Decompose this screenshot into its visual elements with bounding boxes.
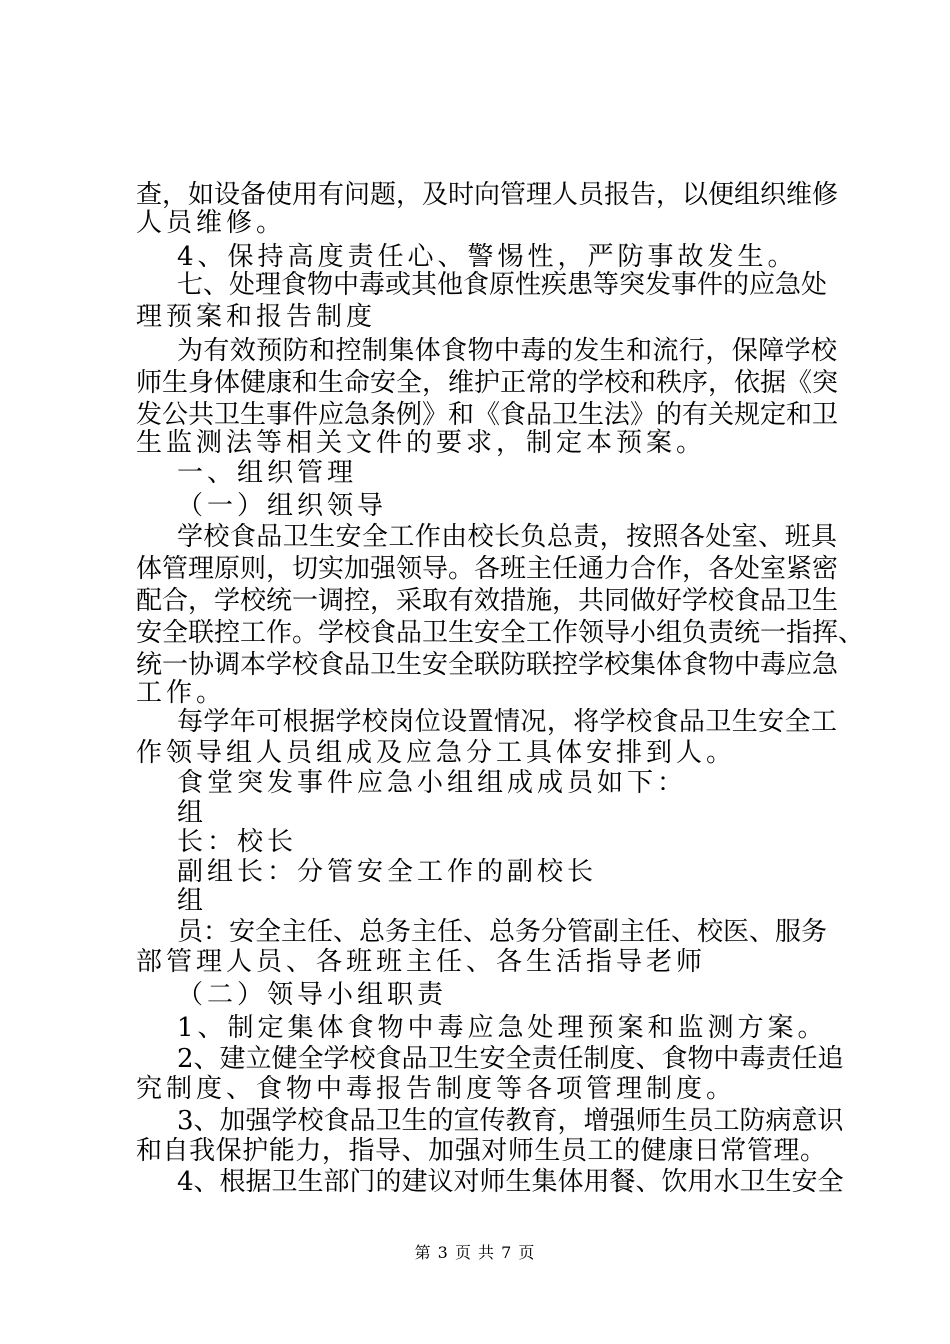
text-line: 究制度、食物中毒报告制度等各项管理制度。 — [136, 1074, 737, 1104]
text-line: 组 — [177, 886, 208, 916]
text-line: 每学年可根据学校岗位设置情况，将学校食品卫生安全工 — [177, 707, 838, 737]
text-line: 长：校长 — [177, 827, 298, 857]
text-line: 理预案和报告制度 — [136, 302, 377, 332]
text-line: 生监测法等相关文件的要求，制定本预案。 — [136, 428, 707, 458]
page-footer: 第 3 页 共 7 页 — [414, 1243, 536, 1262]
text-line: 作领导组人员组成及应急分工具体安排到人。 — [136, 738, 737, 768]
text-line: 员：安全主任、总务主任、总务分管副主任、校医、服务 — [177, 917, 828, 947]
text-line: 体管理原则，切实加强领导。各班主任通力合作，各处室紧密 — [136, 554, 839, 584]
text-line: 配合，学校统一调控，采取有效措施，共同做好学校食品卫生 — [136, 586, 839, 616]
text-line: 查，如设备使用有问题，及时向管理人员报告，以便组织维修 — [136, 180, 839, 210]
text-line: 安全联控工作。学校食品卫生安全工作领导小组负责统一指挥、 — [136, 618, 865, 648]
text-line: （一）组织领导 — [177, 491, 388, 521]
text-line: 一、组织管理 — [177, 458, 358, 488]
text-line: 副组长：分管安全工作的副校长 — [177, 857, 598, 887]
text-line: （二）领导小组职责 — [177, 980, 448, 1010]
text-line: 工作。 — [136, 678, 227, 708]
text-line: 食堂突发事件应急小组组成成员如下： — [177, 768, 688, 798]
text-line: 组 — [177, 798, 208, 828]
text-line: 为有效预防和控制集体食物中毒的发生和流行，保障学校 — [177, 336, 838, 366]
text-line: 1、制定集体食物中毒应急处理预案和监测方案。 — [177, 1013, 828, 1043]
text-line: 2、建立健全学校食品卫生安全责任制度、食物中毒责任追 — [177, 1044, 844, 1074]
text-line: 发公共卫生事件应急条例》和《食品卫生法》的有关规定和卫 — [136, 400, 839, 430]
text-line: 人员维修。 — [136, 208, 287, 238]
text-line: 部管理人员、各班班主任、各生活指导老师 — [136, 947, 707, 977]
text-line: 学校食品卫生安全工作由校长负总责，按照各处室、班具 — [177, 522, 838, 552]
text-line: 4、根据卫生部门的建议对师生集体用餐、饮用水卫生安全 — [177, 1167, 844, 1197]
text-line: 统一协调本学校食品卫生安全联防联控学校集体食物中毒应急 — [136, 650, 839, 680]
text-line: 3、加强学校食品卫生的宣传教育，增强师生员工防病意识 — [177, 1106, 844, 1136]
text-line: 4、保持高度责任心、警惕性，严防事故发生。 — [177, 242, 798, 272]
text-line: 七、处理食物中毒或其他食原性疾患等突发事件的应急处 — [177, 270, 828, 300]
text-line: 和自我保护能力，指导、加强对师生员工的健康日常管理。 — [136, 1136, 827, 1166]
text-line: 师生身体健康和生命安全，维护正常的学校和秩序，依据《突 — [136, 368, 839, 398]
